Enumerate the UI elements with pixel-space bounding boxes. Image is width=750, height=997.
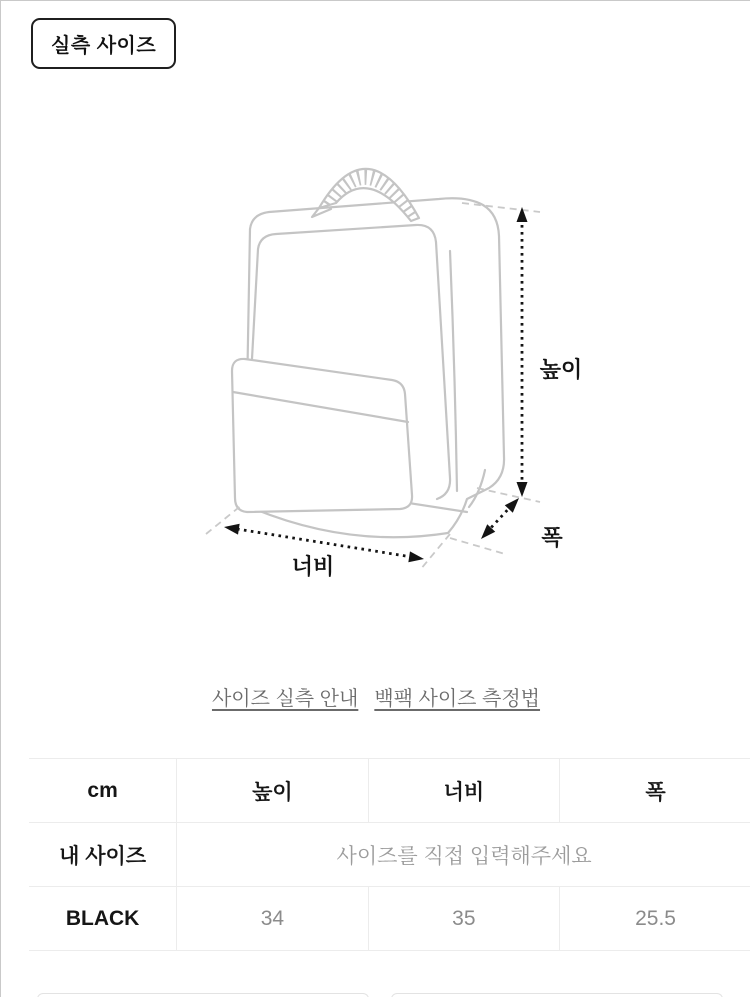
dimension-label-width: 너비 xyxy=(291,554,335,579)
my-size-input-prompt[interactable]: 사이즈를 직접 입력해주세요 xyxy=(177,823,750,887)
bottom-partial-button-left[interactable] xyxy=(37,993,369,997)
backpack-body xyxy=(232,169,504,537)
size-table-header-row xyxy=(29,759,750,823)
section-title-badge: 실측 사이즈 xyxy=(31,18,176,69)
dimension-label-depth: 폭 xyxy=(541,525,563,550)
height-arrow xyxy=(517,207,528,497)
header-cell-height: 높이 xyxy=(177,759,368,823)
black-width-value: 35 xyxy=(368,887,559,951)
size-measure-guide-link[interactable]: 사이즈 실측 안내 xyxy=(211,688,359,710)
front-pocket xyxy=(232,359,412,512)
bottom-partial-button-right[interactable] xyxy=(391,993,723,997)
arrowhead-left xyxy=(223,522,239,535)
depth-arrow xyxy=(477,494,523,543)
size-table xyxy=(29,758,750,951)
my-size-label: 내 사이즈 xyxy=(29,823,177,887)
backpack-illustration xyxy=(171,141,601,611)
header-cell-cm: cm xyxy=(29,759,177,823)
backpack-diagram xyxy=(171,141,601,611)
dimension-label-height: 높이 xyxy=(539,357,583,382)
arrowhead-up xyxy=(517,207,528,222)
black-row-label: BLACK xyxy=(29,887,177,951)
backpack-measure-method-link[interactable]: 백팩 사이즈 측정법 xyxy=(374,688,541,710)
arrowhead-right xyxy=(408,551,424,564)
guide-links xyxy=(1,682,750,711)
arrowhead-down xyxy=(517,482,528,497)
my-size-row xyxy=(29,823,750,887)
header-cell-width: 너비 xyxy=(368,759,559,823)
header-cell-depth: 폭 xyxy=(560,759,750,823)
black-height-value: 34 xyxy=(177,887,368,951)
black-depth-value: 25.5 xyxy=(560,887,750,951)
black-size-row xyxy=(29,887,750,951)
